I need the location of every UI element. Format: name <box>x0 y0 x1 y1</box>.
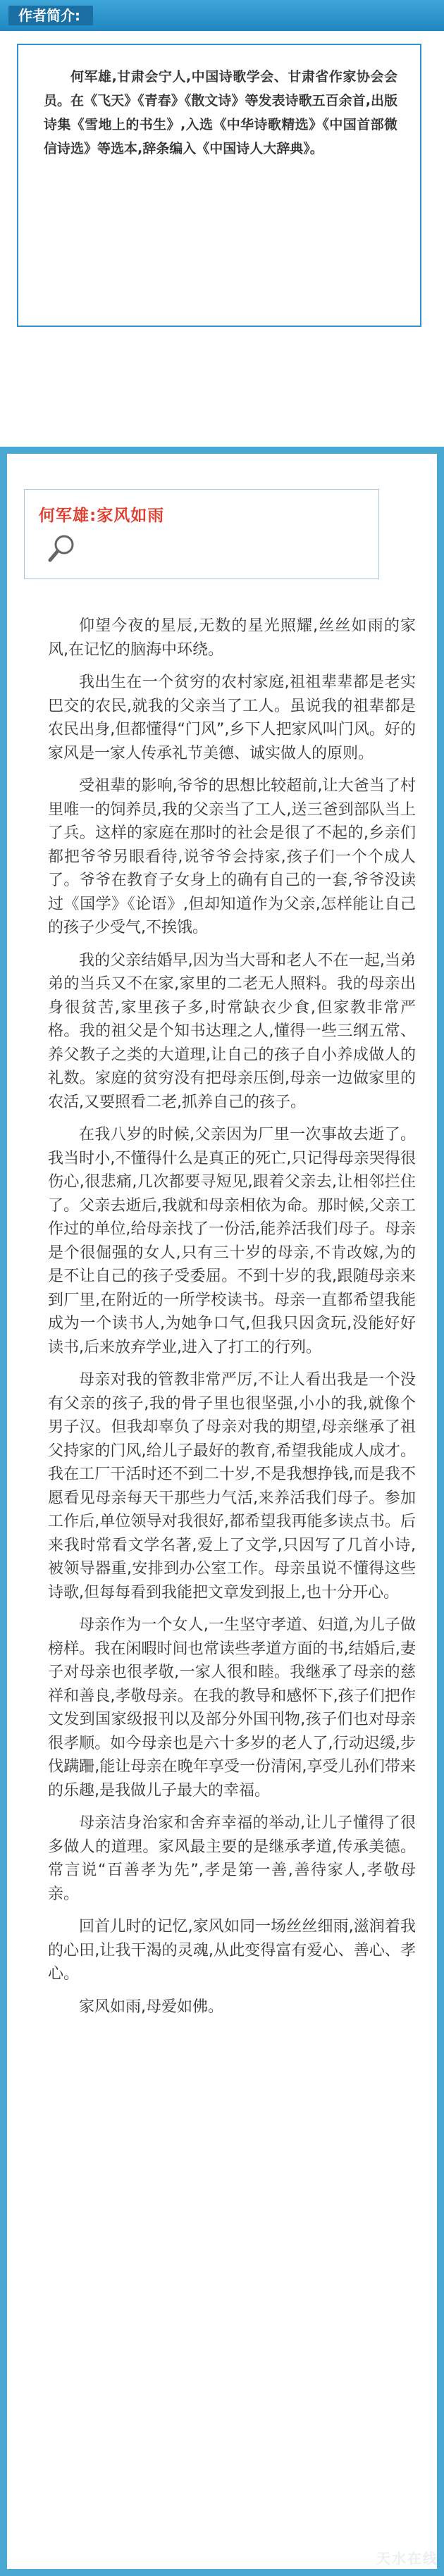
intro-tag-label: 作者简介: <box>8 6 93 25</box>
search-icon <box>46 532 78 564</box>
article-paragraph: 在我八岁的时候,父亲因为厂里一次事故去逝了。我当时小,不懂得什么是真正的死亡,只记得母亲哭得很伤心,很悲痛,几次都要寻短见,跟着父亲去,让相邻拦住了。父亲去逝后,我就和母亲相依为命。那时候,父亲工作过的单位,给母亲找了一份活,能养活我们母子。母亲是个很倔强的女人,只有三十岁的母亲,不肯改嫁,为的是不让自己的孩子受委屈。不到十岁的我,跟随母亲来到厂里,在附近的一所学校读书。母亲一直都希望我能成为一个读书人,为她争口气,但我只因贪玩,没能好好读书,后来放弃学业,进入了打工的行列。 <box>48 1126 416 1356</box>
watermark-logo: 天水在线 <box>376 2550 438 2567</box>
article-paragraph: 母亲作为一个女人,一生坚守孝道、妇道,为儿子做榜样。我在闲暇时间也常读些孝道方面的书,结婚后,妻子对母亲也很孝敬,一家人很和睦。我继承了母亲的慈祥和善良,孝敬母亲。在我的教导和感怀下,孩子们把作文发到国家级报刊以及部分外国刊物,孩子们也对母亲很孝顺。如今母亲也是六十多岁的老人了,行动迟缓,步伐蹒跚,能让母亲在晚年享受一份清闲,享受儿孙们带来的乐趣,是我做儿子最大的幸福。 <box>48 1616 416 1800</box>
article-paragraph: 家风如雨,母爱如佛。 <box>79 1998 223 2016</box>
article-paragraph: 我的父亲结婚早,因为当大哥和老人不在一起,当弟弟的当兵又不在家,家里的二老无人照料。我的母亲出身很贫苦,家里孩子多,时常缺衣少食,但家教非常严格。我的祖父是个知书达理之人,懂得一些三纲五常、养父教子之类的大道理,让自己的孩子自小养成做人的礼数。家庭的贫穷没有把母亲压倒,母亲一边做家里的农活,又要照看二老,抓养自己的孩子。 <box>48 951 416 1111</box>
article-paragraph: 母亲对我的管教非常严厉,不让人看出我是一个没有父亲的孩子,我的骨子里也很坚强,小小的我,就像个男子汉。但我却辜负了母亲对我的期望,母亲继承了祖父持家的门风,给儿子最好的教育,希望我能成人成才。我在工厂干活时还不到二十岁,不是我想挣钱,而是我不愿看见母亲每天干那些力气活,来养活我们母子。参加工作后,单位领导对我很好,都希望我再能多读点书。后来我时常看文学名著,爱上了文学,只因写了几首小诗,被领导器重,安排到办公室工作。母亲虽说不懂得这些诗歌,但每每看到我能把文章发到报上,也十分开心。 <box>48 1371 416 1602</box>
article-paragraph: 母亲洁身治家和舍弃幸福的举动,让儿子懂得了很多做人的道理。家风最主要的是继承孝道,传承美德。常言说“百善孝为先”,孝是第一善,善待家人,孝敬母亲。 <box>48 1814 416 1903</box>
article-paragraph: 仰望今夜的星辰,无数的星光照耀,丝丝如雨的家风,在记忆的脑海中环绕。 <box>48 617 416 659</box>
article-body <box>48 614 416 2028</box>
article-title: 何军雄:家风如雨 <box>39 507 165 525</box>
article-paragraph: 受祖辈的影响,爷爷的思想比较超前,让大爸当了村里唯一的饲养员,我的父亲当了工人,送三爸到部队当上了兵。这样的家庭在那时的社会是很了不起的,乡亲们都把爷爷另眼看待,说爷爷会持家,孩子们一个个成人了。爷爷在教育子女身上的确有自己的一套,爷爷没读过《国学》《论语》,但却知道作为父亲,怎样能让自己的孩子少受气,不挨饿。 <box>48 777 416 936</box>
article-frame <box>0 447 444 2576</box>
article-paragraph: 回首儿时的记忆,家风如同一场丝丝细雨,滋润着我的心田,让我干渴的灵魂,从此变得富有爱心、善心、孝心。 <box>48 1918 416 1983</box>
article-title-box <box>24 489 379 579</box>
article-paragraph: 我出生在一个贫穷的农村家庭,祖祖辈辈都是老实巴交的农民,就我的父亲当了工人。虽说我的祖辈都是农民出身,但都懂得“门风”,乡下人把家风叫门风。好的家风是一家人传承礼节美德、诚实做人的原则。 <box>48 674 416 762</box>
author-intro-text: 何军雄,甘肃会宁人,中国诗歌学会、甘肃省作家协会会员。在《飞天》《青春》《散文诗》等发表诗歌五百余首,出版诗集《雪地上的书生》,入选《中华诗歌精选》《中国首部微信诗选》等选本,辞条编入《中国诗人大辞典》。 <box>44 69 397 156</box>
intro-header-bar <box>0 0 444 31</box>
